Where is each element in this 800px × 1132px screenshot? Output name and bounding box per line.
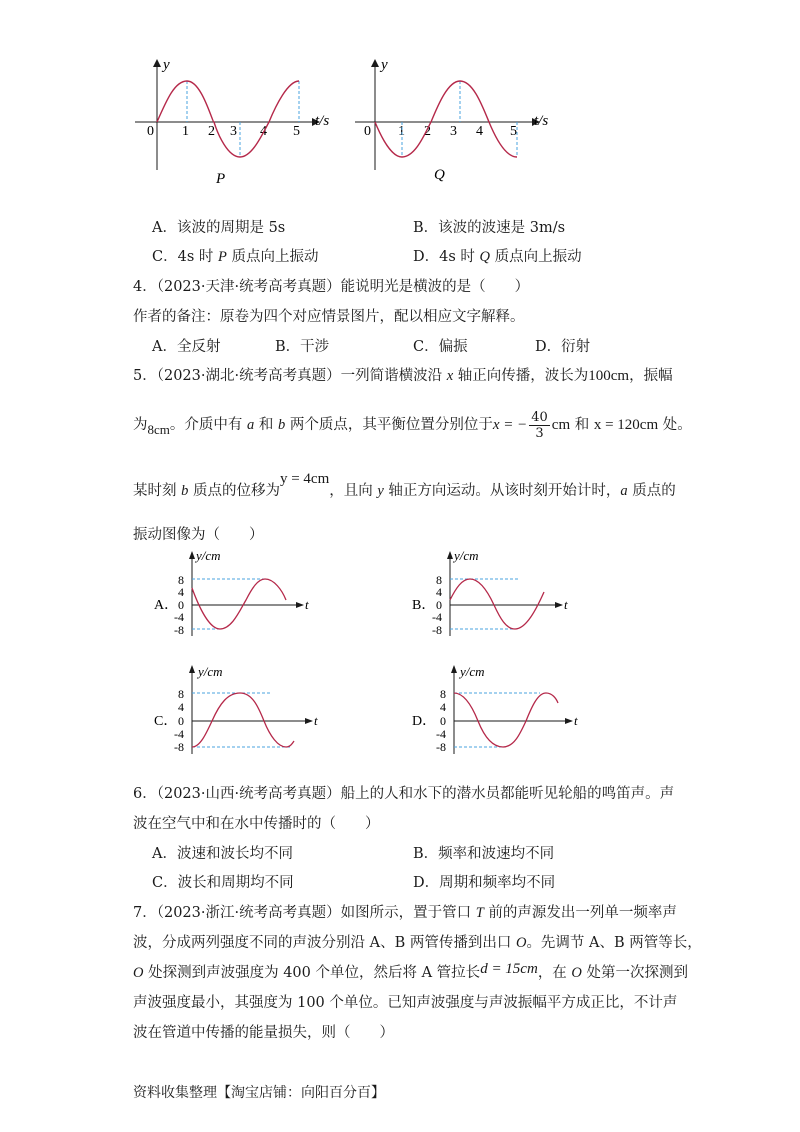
q5-x1-den: 3 (535, 425, 544, 441)
q5-x1-fraction (529, 410, 550, 441)
q4-option-c: C．偏振 (413, 339, 468, 355)
q5-option-c-label: C． (154, 714, 178, 729)
q3-option-d-var: Q (479, 249, 490, 265)
q7-line3-pre: 处探测到声波强度为 400 个单位，然后将 A 管拉长 (143, 965, 481, 981)
q5-d-tick-0: 0 (440, 714, 446, 728)
q6-option-b: B．频率和波速均不同 (413, 846, 555, 862)
q7-line-4: 声波强度最小，其强度为 100 个单位。已知声波强度与声波振幅平方成正比，不计声 (133, 995, 678, 1011)
q5-b-tick-m4: -4 (432, 610, 442, 624)
p-tick-3: 3 (230, 124, 237, 139)
q3-option-c-post: 质点向上振动 (226, 249, 319, 265)
q5-wavelength: 100cm (588, 368, 630, 384)
q5-a-y-label: y/cm (196, 548, 221, 563)
q5-var-a: a (247, 417, 255, 433)
q5-a-tick-0: 0 (178, 598, 184, 612)
p-wave-curve (157, 81, 299, 157)
q5-b-tick-4: 4 (436, 585, 442, 599)
q7-line3-post: 处第一次探测到 (581, 965, 689, 981)
q5-graph-c (154, 664, 318, 754)
q3-option-d (413, 247, 582, 267)
q7-line3-eq: d = 15cm (480, 961, 538, 977)
q4-option-d: D．衍射 (535, 339, 591, 355)
q5-b-tick-0: 0 (436, 598, 442, 612)
q7-line-3 (133, 963, 688, 983)
q5-option-d-label: D． (412, 714, 437, 729)
q7-line1-var: T (475, 905, 484, 921)
q4-stem: 4．（2023·天津·统考高考真题）能说明光是横波的是（ ） (133, 279, 530, 295)
q5-line2-post: 处。 (658, 417, 692, 433)
q5-d-t-label: t (574, 713, 578, 728)
q5-b-y-label: y/cm (454, 548, 479, 563)
q5-option-b-label: B． (412, 598, 436, 613)
q5-c-tick-4: 4 (178, 700, 184, 714)
p-y-label: y (163, 57, 170, 73)
q5-b-t-label: t (564, 597, 568, 612)
q5-b-tick-8: 8 (436, 573, 442, 587)
q7-line-2 (133, 933, 702, 953)
q-origin: 0 (364, 124, 371, 139)
q5-d-tick-m8: -8 (436, 740, 446, 754)
q3-option-d-post: 质点向上振动 (490, 249, 582, 265)
q5-c-t-label: t (314, 713, 318, 728)
q5-b-tick-m8: -8 (432, 623, 442, 637)
q5-d-tick-m4: -4 (436, 727, 446, 741)
q7-line1-post: 前的声源发出一列单一频率声 (483, 905, 677, 921)
q4-note: 作者的备注：原卷为四个对应情景图片，配以相应文字解释。 (133, 309, 525, 325)
q5-line3-pre: 某时刻 (133, 483, 182, 499)
q5-line3-var3: a (620, 483, 628, 499)
q-tick-2: 2 (424, 124, 431, 139)
q6-option-a: A．波速和波长均不同 (152, 846, 293, 862)
q5-graph-b (412, 548, 568, 637)
q3-option-c-pre: C．4s 时 (152, 249, 218, 265)
q5-line-1 (133, 366, 673, 386)
q5-d-tick-8: 8 (440, 687, 446, 701)
q5-var-x: x (446, 368, 454, 384)
q5-a-tick-4: 4 (178, 585, 184, 599)
q5-line1-mid: 轴正向传播，波长为 (453, 368, 589, 384)
q5-line2-and: 和 (570, 417, 594, 433)
q-tick-1: 1 (398, 124, 405, 139)
q5-line3-var2: y (377, 483, 384, 499)
q5-graph-d (412, 664, 578, 754)
q5-d-y-label: y/cm (460, 664, 485, 679)
q5-line3-post3: 质点的 (627, 483, 676, 499)
p-tick-5: 5 (293, 124, 300, 139)
q5-var-b: b (277, 417, 286, 433)
q5-line-4: 振动图像为（ ） (133, 527, 264, 543)
q-t-label: t/s (534, 113, 549, 129)
p-y-arrow (153, 59, 161, 67)
q-tick-4: 4 (476, 124, 483, 139)
q5-d-tick-4: 4 (440, 700, 446, 714)
q5-line1-post: ，振幅 (629, 368, 673, 384)
q-y-arrow (371, 59, 379, 67)
q-caption: Q (434, 167, 445, 183)
q5-b-curve (450, 579, 544, 629)
q5-c-tick-8: 8 (178, 687, 184, 701)
q3-option-a: A．该波的周期是 5s (152, 220, 286, 236)
q5-line-3 (133, 471, 676, 501)
q5-line2-b: 和 (254, 417, 278, 433)
q5-line3-mid: 质点的位移为 (188, 483, 280, 499)
q5-line3-post2: 轴正方向运动。从该时刻开始计时， (383, 483, 621, 499)
p-t-label: t/s (315, 113, 330, 129)
q3-option-d-pre: D．4s 时 (413, 249, 480, 265)
q5-a-curve (192, 579, 286, 629)
q5-x1-num: 40 (531, 409, 548, 425)
q5-line3-var: b (181, 483, 189, 499)
q5-a-tick-8: 8 (178, 573, 184, 587)
q5-x1-lhs: x = − (492, 417, 528, 433)
q5-graph-a (154, 548, 309, 637)
q5-x2: x = 120cm (593, 417, 659, 433)
p-tick-2: 2 (208, 124, 215, 139)
page-footer: 资料收集整理【淘宝店铺：向阳百分百】 (133, 1085, 385, 1101)
q5-option-graphs (140, 548, 600, 768)
q7-line-5: 波在管道中传播的能量损失，则（ ） (133, 1025, 394, 1041)
q5-a-t-label: t (305, 597, 309, 612)
q5-c-tick-0: 0 (178, 714, 184, 728)
q5-d-curve (454, 693, 558, 747)
p-origin: 0 (147, 124, 154, 139)
q5-line2-pre: 为 (133, 417, 148, 433)
q5-option-a-label: A． (154, 598, 179, 613)
q4-option-b: B．干涉 (275, 339, 330, 355)
q3-option-c (152, 247, 318, 267)
q6-option-c: C．波长和周期均不同 (152, 875, 294, 891)
q7-line3-mid: ，在 (537, 965, 572, 981)
q3-option-b: B．该波的波速是 3m/s (413, 220, 566, 236)
q6-line-2: 波在空气中和在水中传播时的（ ） (133, 816, 380, 832)
q5-c-tick-m4: -4 (174, 727, 184, 741)
q-wave-curve (375, 81, 517, 157)
q-tick-5: 5 (510, 124, 517, 139)
q-tick-3: 3 (450, 124, 457, 139)
q7-line3-var2: O (571, 965, 582, 981)
q5-c-curve (192, 693, 294, 747)
p-tick-1: 1 (182, 124, 189, 139)
q5-x1-unit: cm (551, 417, 571, 433)
q5-amplitude: 8cm (147, 422, 170, 437)
q5-c-y-label: y/cm (198, 664, 223, 679)
q5-a-tick-m4: -4 (174, 610, 184, 624)
q5-line3-post1: ，且向 (329, 483, 378, 499)
q3-option-c-var: P (217, 249, 227, 265)
q5-c-tick-m8: -8 (174, 740, 184, 754)
p-tick-4: 4 (260, 124, 267, 139)
q7-line-1 (133, 903, 677, 923)
p-caption: P (216, 171, 226, 187)
q6-line-1: 6．（2023·山西·统考高考真题）船上的人和水下的潜水员都能听见轮船的鸣笛声。声 (133, 786, 675, 802)
q4-option-a: A．全反射 (152, 339, 221, 355)
top-wave-graphs (130, 55, 570, 195)
q5-a-tick-m8: -8 (174, 623, 184, 637)
q7-line3-var: O (133, 965, 144, 981)
q5-line2-c: 两个质点，其平衡位置分别位于 (285, 417, 493, 433)
q7-line2-post: 。先调节 A、B 两管等长， (526, 935, 702, 951)
q7-line2-pre: 波，分成两列强度不同的声波分别沿 A、B 两管传播到出口 (133, 935, 516, 951)
q5-line-2 (133, 408, 692, 442)
q7-line2-var: O (515, 935, 527, 951)
q6-option-d: D．周期和频率均不同 (413, 875, 556, 891)
q5-line1-pre: 5．（2023·湖北·统考高考真题）一列简谐横波沿 (133, 368, 447, 384)
q7-line1-pre: 7．（2023·浙江·统考高考真题）如图所示，置于管口 (133, 905, 476, 921)
q-y-label: y (381, 57, 388, 73)
q5-line3-eq: y = 4cm (279, 471, 330, 487)
q5-line2-a: 。介质中有 (169, 417, 247, 433)
